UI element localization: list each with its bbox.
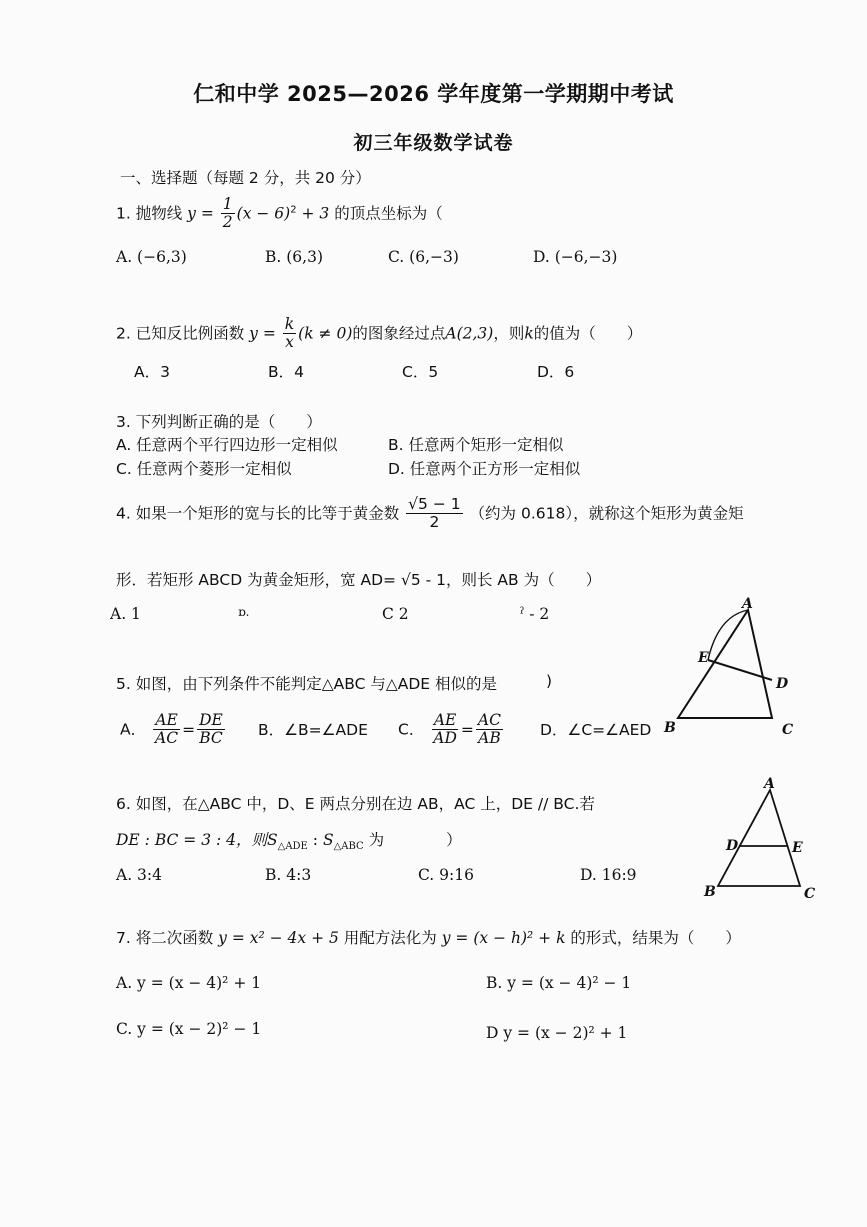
q6-option-d: D. 16:9 [580,866,637,884]
q2-option-c: C．5 [402,363,439,381]
q6-option-b: B. 4:3 [265,866,312,884]
question-3: 3. 下列判断正确的是（ ） [116,413,322,431]
q5-option-b: B．∠B=∠ADE [258,721,368,739]
question-5-paren: ) [546,672,553,690]
q6-option-a: A. 3:4 [116,866,162,884]
q7-option-a: A. y = (x − 4)² + 1 [116,974,262,992]
q2-option-d: D．6 [537,363,575,381]
question-2: 2. 已知反比例函数 y = $\frac{k}{x}$ (k ≠ 0)的图象经过点A(2,3)，则k的值为（ ） [116,315,643,352]
question-5: 5. 如图，由下列条件不能判定△ABC 与△ADE 相似的是 [116,675,498,693]
q1-option-c: C. (6,−3) [388,248,459,266]
q2-option-b: B．4 [268,363,304,381]
label-d: D [776,676,789,692]
label-d: D [726,838,739,854]
q4-option-a: A. 1 [110,605,141,623]
q7-option-c: C. y = (x − 2)² − 1 [116,1020,262,1038]
exam-title: 仁和中学 2025—2026 学年度第一学期期中考试 [193,82,674,106]
question-7: 7. 将二次函数 y = x² − 4x + 5 用配方法化为 y = (x − h)² + k 的形式，结果为（ ） [116,929,741,947]
q3-option-b: B. 任意两个矩形一定相似 [388,436,564,454]
label-e: E [698,650,709,666]
label-b: B [704,884,716,900]
q6-triangle-figure [700,776,820,902]
section-heading: 一、选择题（每题 2 分，共 20 分） [120,169,371,187]
q4-option-d: ˀ - 2 [520,605,550,623]
segment-de [708,660,772,680]
q1-option-d: D. (−6,−3) [533,248,618,266]
q4-option-c: C 2 [382,605,409,623]
question-1: 1. 抛物线 y = $\frac{1}{2}$ $(x - 6)^2 + 3$ 的顶点坐标为（ [116,195,443,232]
q3-option-d: D. 任意两个正方形一定相似 [388,460,581,478]
q2-option-a: A．3 [134,363,170,381]
golden-ratio-fraction: $\frac{√5 - 1}{2}$ [408,495,461,532]
label-c: C [804,886,816,902]
exam-subtitle: 初三年级数学试卷 [353,132,514,154]
q5-option-c: C． $\frac{AE}{AD}$ = $\frac{AC}{AB}$ [398,711,501,748]
q1-option-a: A. (−6,3) [116,248,187,266]
q7-option-d: D y = (x − 2)² + 1 [486,1024,628,1042]
label-a: A [764,776,775,792]
question-6: 6. 如图，在△ABC 中，D、E 两点分别在边 AB，AC 上，DE // BC.若 [116,795,595,813]
question-6-line2: DE : BC = 3 : 4，则$S_{\triangle ADE}$ : $S_{\triangle ABC}$ 为 ） [116,831,462,853]
q7-option-b: B. y = (x − 4)² − 1 [486,974,632,992]
q5-option-a: A． $\frac{AE}{AC}$ = $\frac{DE}{BC}$ [120,711,223,748]
label-a: A [742,596,753,612]
q1-option-b: B. (6,3) [265,248,323,266]
q3-option-a: A. 任意两个平行四边形一定相似 [116,436,338,454]
fraction: $\frac{1}{2}$ [222,195,233,232]
question-4-line2: 形．若矩形 ABCD 为黄金矩形，宽 AD= √5 - 1，则长 AB 为（ ） [116,571,602,589]
label-c: C [782,722,794,738]
label-b: B [664,720,676,736]
label-e: E [792,840,803,856]
question-4: 4. 如果一个矩形的宽与长的比等于黄金数 $\frac{√5 - 1}{2}$ （约为 0.618），就称这个矩形为黄金矩 [116,495,744,532]
triangle-abc [678,610,772,718]
q3-option-c: C. 任意两个菱形一定相似 [116,460,292,478]
q5-triangle-figure [660,596,800,740]
q6-option-c: C. 9:16 [418,866,474,884]
q4-option-b: ɒ. [238,605,250,619]
q5-option-d: D．∠C=∠AED [540,721,652,739]
fraction: $\frac{k}{x}$ [284,315,295,352]
